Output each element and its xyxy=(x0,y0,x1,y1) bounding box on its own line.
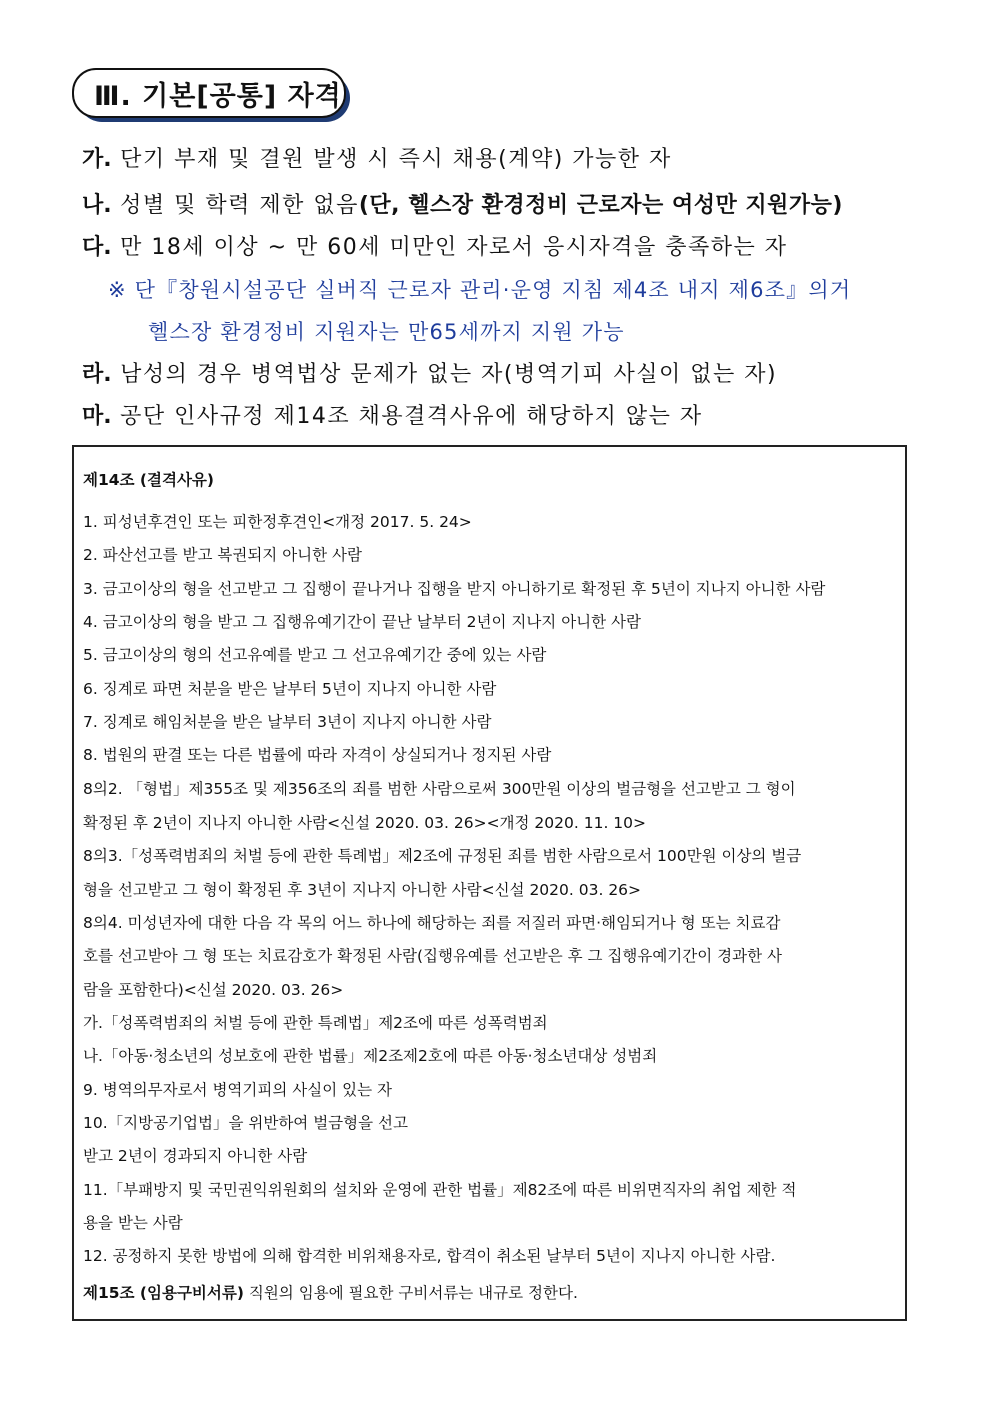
note-line-2: 헬스장 환경정비 지원자는 만65세까지 지원 가능 xyxy=(148,320,625,344)
list-item-11-line2: 용을 받는 사람 xyxy=(83,1214,183,1232)
list-item-text: 8의2. 「형법」제355조 및 제356조의 죄를 범한 사람으로써 300만원 이상의 벌금형을 선고받고 그 형이 xyxy=(83,780,796,798)
article15-text: 직원의 임용에 필요한 구비서류는 내규로 정한다. xyxy=(243,1284,578,1302)
requirement-mark: 다. xyxy=(82,235,112,260)
list-item-10-line2: 받고 2년이 경과되지 아니한 사람 xyxy=(83,1147,308,1165)
list-item: 12. 공정하지 못한 방법에 의해 합격한 비위채용자로, 합격이 취소된 날부터 5년이 지나지 아니한 사람. xyxy=(83,1247,776,1265)
requirement-mark: 마. xyxy=(82,404,112,429)
section-heading xyxy=(72,68,352,124)
sub-item-ga: 가.「성폭력범죄의 처벌 등에 관한 특례법」제2조에 따른 성폭력범죄 xyxy=(83,1014,548,1032)
list-item-8-4-line3: 람을 포함한다)<신설 2020. 03. 26> xyxy=(83,981,344,999)
requirement-text: 단기 부재 및 결원 발생 시 즉시 채용(계약) 가능한 자 xyxy=(120,147,672,172)
note-line-1: ※ 단『창원시설공단 실버직 근로자 관리·운영 지침 제4조 내지 제6조』의거 xyxy=(108,278,852,302)
list-item: 8. 법원의 판결 또는 다른 법률에 따라 자격이 상실되거나 정지된 사람 xyxy=(83,746,552,764)
list-item: 2. 파산선고를 받고 복권되지 아니한 사람 xyxy=(83,546,362,564)
list-item-text: 8의4. 미성년자에 대한 다음 각 목의 어느 하나에 해당하는 죄를 저질러 파면·해임되거나 형 또는 치료감 xyxy=(83,914,781,932)
requirement-item xyxy=(82,188,843,219)
list-item-8-2-line1 xyxy=(83,777,901,799)
article15-title: 제15조 (임용구비서류) xyxy=(83,1284,244,1302)
requirement-mark: 가. xyxy=(82,147,112,172)
list-item: 1. 피성년후견인 또는 피한정후견인<개정 2017. 5. 24> xyxy=(83,513,472,531)
article15 xyxy=(83,1281,578,1303)
list-item-text: 호를 선고받아 그 형 또는 치료감호가 확정된 사람(집행유예를 선고받은 후 그 집행유예기간이 경과한 사 xyxy=(83,947,782,965)
requirement-bold-text: (단, 헬스장 환경정비 근로자는 여성만 지원가능) xyxy=(358,193,843,218)
list-item: 5. 금고이상의 형의 선고유예를 받고 그 선고유예기간 중에 있는 사람 xyxy=(83,646,547,664)
requirement-item xyxy=(82,142,672,173)
list-item-8-3-line2: 형을 선고받고 그 형이 확정된 후 3년이 지나지 아니한 사람<신설 2020. 03. 26> xyxy=(83,881,642,899)
requirement-item xyxy=(82,399,703,430)
requirement-item xyxy=(82,230,788,261)
article14-title: 제14조 (결격사유) xyxy=(83,471,214,489)
requirement-text: 만 18세 이상 ~ 만 60세 미만인 자로서 응시자격을 충족하는 자 xyxy=(120,235,788,260)
list-item-8-4-line2 xyxy=(83,944,901,966)
list-item: 6. 징계로 파면 처분을 받은 날부터 5년이 지나지 아니한 사람 xyxy=(83,680,497,698)
requirement-mark: 라. xyxy=(82,362,112,387)
requirement-text: 공단 인사규정 제14조 채용결격사유에 해당하지 않는 자 xyxy=(120,404,703,429)
list-item-10-line1: 10.「지방공기업법」을 위반하여 벌금형을 선고 xyxy=(83,1114,408,1132)
section-title: Ⅲ. 기본[공통] 자격 xyxy=(94,80,342,112)
requirement-text: 성별 및 학력 제한 없음 xyxy=(120,193,359,218)
list-item-8-2-line2: 확정된 후 2년이 지나지 아니한 사람<신설 2020. 03. 26><개정 2020. 11. 10> xyxy=(83,814,647,832)
list-item-11-line1 xyxy=(83,1178,901,1200)
list-item-8-3-line1 xyxy=(83,844,901,866)
requirement-item xyxy=(82,357,777,388)
sub-item-na: 나.「아동·청소년의 성보호에 관한 법률」제2조제2호에 따른 아동·청소년대상 성범죄 xyxy=(83,1047,658,1065)
list-item: 4. 금고이상의 형을 받고 그 집행유예기간이 끝난 날부터 2년이 지나지 아니한 사람 xyxy=(83,613,641,631)
list-item-text: 8의3.「성폭력범죄의 처벌 등에 관한 특례법」제2조에 규정된 죄를 범한 사람으로서 100만원 이상의 벌금 xyxy=(83,847,802,865)
list-item: 9. 병역의무자로서 병역기피의 사실이 있는 자 xyxy=(83,1081,392,1099)
requirement-mark: 나. xyxy=(82,193,112,218)
list-item-text: 11.「부패방지 및 국민권익위원회의 설치와 운영에 관한 법률」제82조에 따른 비위면직자의 취업 제한 적 xyxy=(83,1181,797,1199)
list-item-8-4-line1 xyxy=(83,911,901,933)
requirement-text: 남성의 경우 병역법상 문제가 없는 자(병역기피 사실이 없는 자) xyxy=(120,362,778,387)
heading-pill xyxy=(72,68,346,118)
list-item: 3. 금고이상의 형을 선고받고 그 집행이 끝나거나 집행을 받지 아니하기로 확정된 후 5년이 지나지 아니한 사람 xyxy=(83,580,826,598)
list-item: 7. 징계로 해임처분을 받은 날부터 3년이 지나지 아니한 사람 xyxy=(83,713,492,731)
